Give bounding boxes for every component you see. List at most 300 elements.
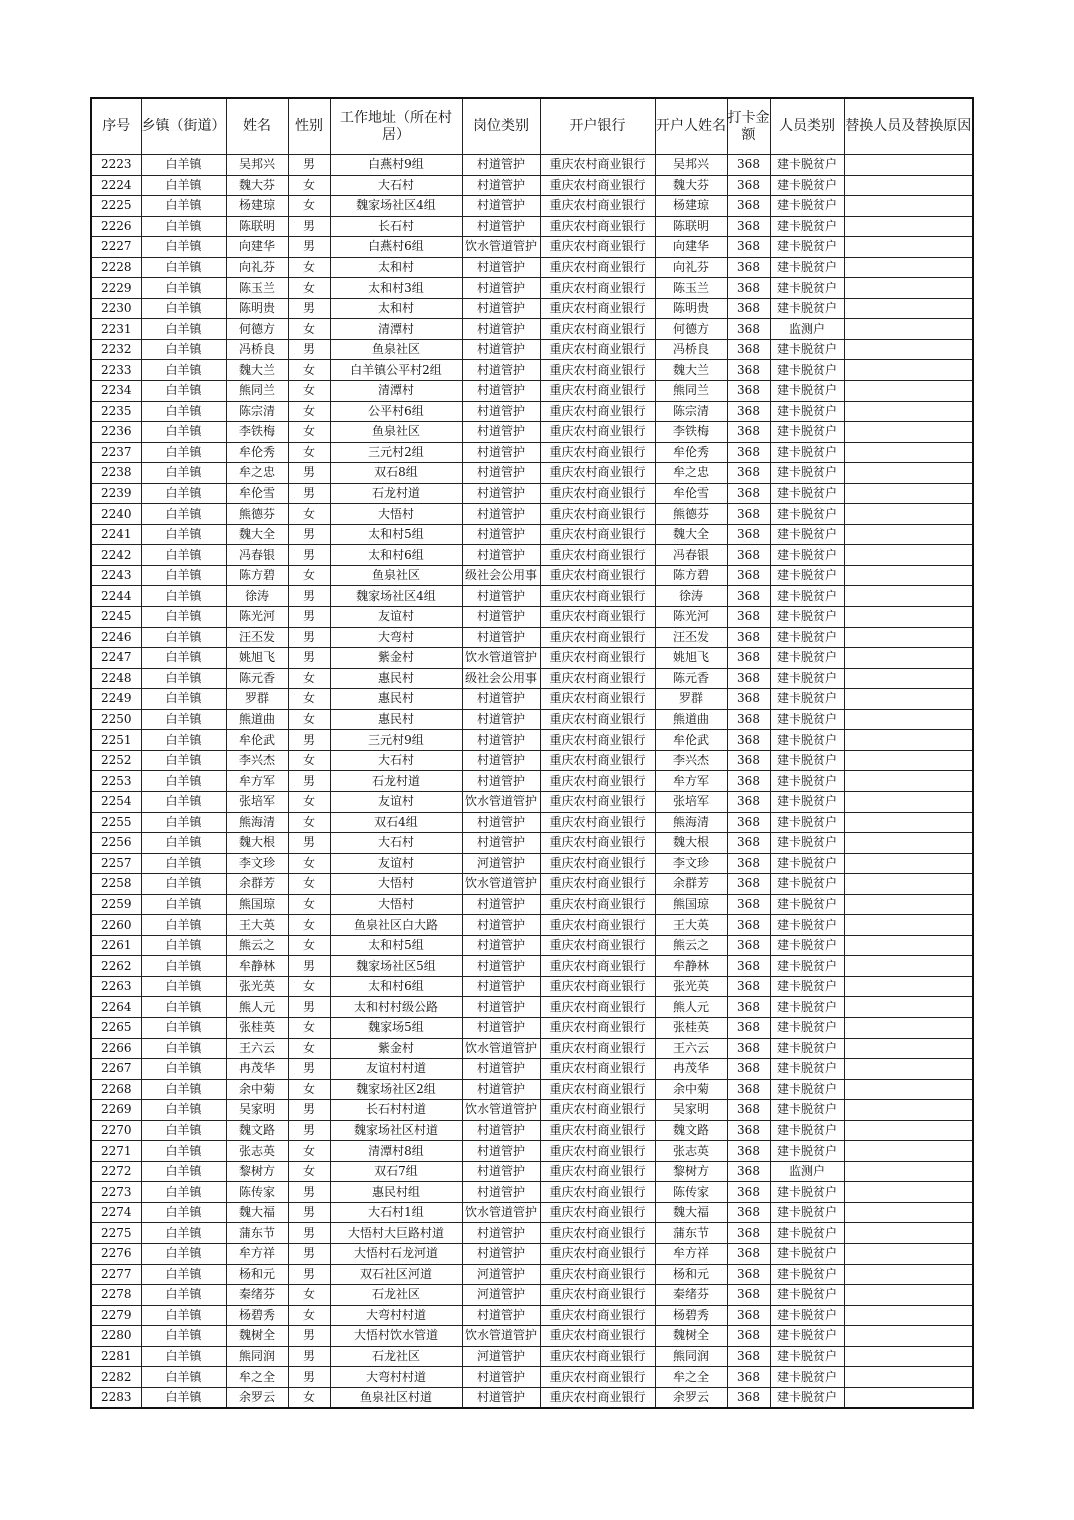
cell-amount: 368 bbox=[727, 1264, 770, 1285]
cell-town: 白羊镇 bbox=[141, 524, 226, 545]
cell-gender: 女 bbox=[288, 1305, 330, 1326]
cell-name: 李兴杰 bbox=[226, 750, 288, 771]
cell-amount: 368 bbox=[727, 1141, 770, 1162]
cell-town: 白羊镇 bbox=[141, 730, 226, 751]
cell-name: 牟之忠 bbox=[226, 463, 288, 484]
cell-person-type: 建卡脱贫户 bbox=[770, 812, 844, 833]
cell-replacement bbox=[844, 237, 973, 258]
cell-replacement bbox=[844, 524, 973, 545]
cell-gender: 女 bbox=[288, 750, 330, 771]
cell-amount: 368 bbox=[727, 730, 770, 751]
cell-amount: 368 bbox=[727, 1059, 770, 1080]
cell-town: 白羊镇 bbox=[141, 339, 226, 360]
cell-gender: 男 bbox=[288, 1326, 330, 1347]
cell-bank: 重庆农村商业银行 bbox=[540, 1161, 655, 1182]
cell-name: 魏文路 bbox=[226, 1120, 288, 1141]
cell-post-type: 饮水管道管护 bbox=[462, 1202, 540, 1223]
table-row bbox=[91, 381, 973, 402]
cell-work-address: 鱼泉社区村道 bbox=[330, 1387, 462, 1408]
cell-replacement bbox=[844, 812, 973, 833]
cell-account-holder: 何德方 bbox=[655, 319, 727, 340]
cell-work-address: 大弯村村道 bbox=[330, 1305, 462, 1326]
cell-person-type: 建卡脱贫户 bbox=[770, 1120, 844, 1141]
cell-person-type: 建卡脱贫户 bbox=[770, 894, 844, 915]
cell-amount: 368 bbox=[727, 216, 770, 237]
cell-person-type: 建卡脱贫户 bbox=[770, 1038, 844, 1059]
cell-account-holder: 黎树方 bbox=[655, 1161, 727, 1182]
cell-town: 白羊镇 bbox=[141, 175, 226, 196]
cell-replacement bbox=[844, 668, 973, 689]
cell-amount: 368 bbox=[727, 1285, 770, 1306]
cell-post-type: 村道管护 bbox=[462, 730, 540, 751]
cell-person-type: 建卡脱贫户 bbox=[770, 463, 844, 484]
cell-replacement bbox=[844, 791, 973, 812]
table-row bbox=[91, 874, 973, 895]
cell-account-holder: 牟伦雪 bbox=[655, 483, 727, 504]
cell-person-type: 建卡脱贫户 bbox=[770, 689, 844, 710]
cell-account-holder: 牟之全 bbox=[655, 1367, 727, 1388]
header-account-holder: 开户人姓名 bbox=[655, 98, 727, 155]
table-row bbox=[91, 627, 973, 648]
cell-name: 熊道曲 bbox=[226, 709, 288, 730]
cell-replacement bbox=[844, 1017, 973, 1038]
cell-gender: 男 bbox=[288, 1264, 330, 1285]
cell-town: 白羊镇 bbox=[141, 1017, 226, 1038]
cell-gender: 女 bbox=[288, 1387, 330, 1408]
cell-work-address: 鱼泉社区 bbox=[330, 339, 462, 360]
cell-town: 白羊镇 bbox=[141, 956, 226, 977]
cell-person-type: 建卡脱贫户 bbox=[770, 1305, 844, 1326]
cell-town: 白羊镇 bbox=[141, 874, 226, 895]
cell-town: 白羊镇 bbox=[141, 1305, 226, 1326]
cell-account-holder: 陈联明 bbox=[655, 216, 727, 237]
cell-replacement bbox=[844, 976, 973, 997]
cell-replacement bbox=[844, 1161, 973, 1182]
cell-name: 牟伦秀 bbox=[226, 442, 288, 463]
cell-replacement bbox=[844, 339, 973, 360]
cell-post-type: 村道管护 bbox=[462, 956, 540, 977]
cell-amount: 368 bbox=[727, 833, 770, 854]
cell-amount: 368 bbox=[727, 1100, 770, 1121]
cell-amount: 368 bbox=[727, 976, 770, 997]
cell-town: 白羊镇 bbox=[141, 196, 226, 217]
cell-seq: 2267 bbox=[91, 1059, 141, 1080]
cell-replacement bbox=[844, 565, 973, 586]
cell-bank: 重庆农村商业银行 bbox=[540, 1243, 655, 1264]
cell-town: 白羊镇 bbox=[141, 1079, 226, 1100]
cell-gender: 男 bbox=[288, 997, 330, 1018]
cell-bank: 重庆农村商业银行 bbox=[540, 422, 655, 443]
cell-post-type: 饮水管道管护 bbox=[462, 874, 540, 895]
cell-person-type: 建卡脱贫户 bbox=[770, 627, 844, 648]
cell-seq: 2269 bbox=[91, 1100, 141, 1121]
cell-amount: 368 bbox=[727, 319, 770, 340]
cell-town: 白羊镇 bbox=[141, 319, 226, 340]
cell-amount: 368 bbox=[727, 1079, 770, 1100]
cell-account-holder: 陈玉兰 bbox=[655, 278, 727, 299]
table-row bbox=[91, 196, 973, 217]
cell-name: 黎树方 bbox=[226, 1161, 288, 1182]
cell-replacement bbox=[844, 1182, 973, 1203]
cell-replacement bbox=[844, 1285, 973, 1306]
table-row bbox=[91, 935, 973, 956]
cell-amount: 368 bbox=[727, 1243, 770, 1264]
cell-work-address: 三元村9组 bbox=[330, 730, 462, 751]
cell-bank: 重庆农村商业银行 bbox=[540, 175, 655, 196]
header-town: 乡镇（街道） bbox=[141, 98, 226, 155]
cell-gender: 男 bbox=[288, 1223, 330, 1244]
cell-person-type: 建卡脱贫户 bbox=[770, 360, 844, 381]
cell-name: 余中菊 bbox=[226, 1079, 288, 1100]
cell-name: 魏树全 bbox=[226, 1326, 288, 1347]
cell-work-address: 友谊村村道 bbox=[330, 1059, 462, 1080]
cell-name: 杨碧秀 bbox=[226, 1305, 288, 1326]
cell-name: 魏大福 bbox=[226, 1202, 288, 1223]
cell-bank: 重庆农村商业银行 bbox=[540, 730, 655, 751]
cell-post-type: 村道管护 bbox=[462, 257, 540, 278]
cell-seq: 2226 bbox=[91, 216, 141, 237]
table-row bbox=[91, 1079, 973, 1100]
cell-work-address: 石龙村道 bbox=[330, 483, 462, 504]
cell-work-address: 白羊镇公平村2组 bbox=[330, 360, 462, 381]
cell-replacement bbox=[844, 1079, 973, 1100]
cell-bank: 重庆农村商业银行 bbox=[540, 463, 655, 484]
cell-work-address: 石龙社区 bbox=[330, 1285, 462, 1306]
cell-bank: 重庆农村商业银行 bbox=[540, 278, 655, 299]
cell-account-holder: 余群芳 bbox=[655, 874, 727, 895]
cell-account-holder: 熊海清 bbox=[655, 812, 727, 833]
table-row bbox=[91, 833, 973, 854]
cell-amount: 368 bbox=[727, 1367, 770, 1388]
cell-replacement bbox=[844, 1243, 973, 1264]
cell-bank: 重庆农村商业银行 bbox=[540, 976, 655, 997]
cell-work-address: 魏家场社区4组 bbox=[330, 196, 462, 217]
cell-gender: 女 bbox=[288, 319, 330, 340]
cell-seq: 2265 bbox=[91, 1017, 141, 1038]
cell-amount: 368 bbox=[727, 298, 770, 319]
table-header bbox=[91, 98, 973, 155]
cell-gender: 男 bbox=[288, 463, 330, 484]
cell-amount: 368 bbox=[727, 545, 770, 566]
cell-town: 白羊镇 bbox=[141, 1387, 226, 1408]
cell-seq: 2250 bbox=[91, 709, 141, 730]
cell-work-address: 惠民村组 bbox=[330, 1182, 462, 1203]
cell-amount: 368 bbox=[727, 915, 770, 936]
cell-town: 白羊镇 bbox=[141, 935, 226, 956]
cell-post-type: 村道管护 bbox=[462, 1079, 540, 1100]
cell-amount: 368 bbox=[727, 1305, 770, 1326]
cell-seq: 2266 bbox=[91, 1038, 141, 1059]
table-row bbox=[91, 1326, 973, 1347]
cell-name: 魏大兰 bbox=[226, 360, 288, 381]
cell-bank: 重庆农村商业银行 bbox=[540, 381, 655, 402]
table-row bbox=[91, 483, 973, 504]
table-row bbox=[91, 1387, 973, 1408]
cell-seq: 2272 bbox=[91, 1161, 141, 1182]
cell-name: 吴邦兴 bbox=[226, 155, 288, 176]
table-row bbox=[91, 216, 973, 237]
table-row bbox=[91, 463, 973, 484]
table-row bbox=[91, 1202, 973, 1223]
cell-post-type: 饮水管道管护 bbox=[462, 1326, 540, 1347]
cell-gender: 男 bbox=[288, 1120, 330, 1141]
cell-work-address: 大悟村大巨路村道 bbox=[330, 1223, 462, 1244]
cell-gender: 男 bbox=[288, 339, 330, 360]
cell-replacement bbox=[844, 401, 973, 422]
cell-gender: 女 bbox=[288, 853, 330, 874]
cell-person-type: 建卡脱贫户 bbox=[770, 853, 844, 874]
cell-post-type: 村道管护 bbox=[462, 463, 540, 484]
cell-town: 白羊镇 bbox=[141, 504, 226, 525]
cell-work-address: 紫金村 bbox=[330, 1038, 462, 1059]
table-row bbox=[91, 668, 973, 689]
cell-person-type: 建卡脱贫户 bbox=[770, 483, 844, 504]
cell-account-holder: 姚旭飞 bbox=[655, 648, 727, 669]
cell-town: 白羊镇 bbox=[141, 1100, 226, 1121]
cell-work-address: 友谊村 bbox=[330, 853, 462, 874]
cell-bank: 重庆农村商业银行 bbox=[540, 586, 655, 607]
cell-seq: 2237 bbox=[91, 442, 141, 463]
cell-gender: 女 bbox=[288, 894, 330, 915]
table-row bbox=[91, 155, 973, 176]
cell-town: 白羊镇 bbox=[141, 278, 226, 299]
cell-name: 熊德芬 bbox=[226, 504, 288, 525]
cell-post-type: 村道管护 bbox=[462, 319, 540, 340]
cell-town: 白羊镇 bbox=[141, 750, 226, 771]
cell-person-type: 监测户 bbox=[770, 1161, 844, 1182]
cell-bank: 重庆农村商业银行 bbox=[540, 339, 655, 360]
cell-replacement bbox=[844, 997, 973, 1018]
cell-bank: 重庆农村商业银行 bbox=[540, 956, 655, 977]
cell-person-type: 建卡脱贫户 bbox=[770, 1202, 844, 1223]
cell-bank: 重庆农村商业银行 bbox=[540, 216, 655, 237]
cell-name: 李文珍 bbox=[226, 853, 288, 874]
cell-replacement bbox=[844, 956, 973, 977]
cell-post-type: 村道管护 bbox=[462, 915, 540, 936]
cell-gender: 男 bbox=[288, 586, 330, 607]
cell-gender: 女 bbox=[288, 915, 330, 936]
cell-name: 张桂英 bbox=[226, 1017, 288, 1038]
cell-bank: 重庆农村商业银行 bbox=[540, 298, 655, 319]
cell-bank: 重庆农村商业银行 bbox=[540, 812, 655, 833]
cell-bank: 重庆农村商业银行 bbox=[540, 237, 655, 258]
cell-work-address: 清潭村 bbox=[330, 381, 462, 402]
cell-person-type: 建卡脱贫户 bbox=[770, 257, 844, 278]
cell-gender: 女 bbox=[288, 1141, 330, 1162]
cell-replacement bbox=[844, 874, 973, 895]
cell-person-type: 建卡脱贫户 bbox=[770, 730, 844, 751]
cell-bank: 重庆农村商业银行 bbox=[540, 709, 655, 730]
cell-amount: 368 bbox=[727, 483, 770, 504]
table-row bbox=[91, 1038, 973, 1059]
cell-amount: 368 bbox=[727, 771, 770, 792]
cell-person-type: 建卡脱贫户 bbox=[770, 1243, 844, 1264]
cell-gender: 女 bbox=[288, 812, 330, 833]
cell-replacement bbox=[844, 648, 973, 669]
cell-town: 白羊镇 bbox=[141, 668, 226, 689]
header-work-address: 工作地址（所在村居） bbox=[330, 98, 462, 155]
cell-bank: 重庆农村商业银行 bbox=[540, 1059, 655, 1080]
cell-bank: 重庆农村商业银行 bbox=[540, 1120, 655, 1141]
cell-seq: 2232 bbox=[91, 339, 141, 360]
cell-account-holder: 杨和元 bbox=[655, 1264, 727, 1285]
cell-name: 牟静林 bbox=[226, 956, 288, 977]
cell-account-holder: 陈方碧 bbox=[655, 565, 727, 586]
header-row bbox=[91, 98, 973, 155]
table-row bbox=[91, 422, 973, 443]
cell-replacement bbox=[844, 730, 973, 751]
cell-bank: 重庆农村商业银行 bbox=[540, 874, 655, 895]
cell-amount: 368 bbox=[727, 1326, 770, 1347]
cell-gender: 男 bbox=[288, 483, 330, 504]
cell-work-address: 大石村 bbox=[330, 750, 462, 771]
cell-seq: 2233 bbox=[91, 360, 141, 381]
cell-post-type: 村道管护 bbox=[462, 689, 540, 710]
table-row bbox=[91, 175, 973, 196]
header-name: 姓名 bbox=[226, 98, 288, 155]
cell-work-address: 鱼泉社区 bbox=[330, 422, 462, 443]
cell-gender: 女 bbox=[288, 1161, 330, 1182]
cell-town: 白羊镇 bbox=[141, 216, 226, 237]
cell-account-holder: 汪丕发 bbox=[655, 627, 727, 648]
cell-person-type: 建卡脱贫户 bbox=[770, 1182, 844, 1203]
cell-replacement bbox=[844, 1059, 973, 1080]
cell-name: 蒲东节 bbox=[226, 1223, 288, 1244]
cell-amount: 368 bbox=[727, 853, 770, 874]
cell-amount: 368 bbox=[727, 956, 770, 977]
cell-name: 魏大根 bbox=[226, 833, 288, 854]
cell-amount: 368 bbox=[727, 750, 770, 771]
cell-amount: 368 bbox=[727, 463, 770, 484]
cell-bank: 重庆农村商业银行 bbox=[540, 1182, 655, 1203]
cell-bank: 重庆农村商业银行 bbox=[540, 1100, 655, 1121]
cell-bank: 重庆农村商业银行 bbox=[540, 545, 655, 566]
cell-gender: 女 bbox=[288, 381, 330, 402]
cell-account-holder: 冉茂华 bbox=[655, 1059, 727, 1080]
cell-gender: 男 bbox=[288, 298, 330, 319]
header-person-type: 人员类别 bbox=[770, 98, 844, 155]
cell-work-address: 长石村 bbox=[330, 216, 462, 237]
table-row bbox=[91, 1059, 973, 1080]
cell-name: 熊海清 bbox=[226, 812, 288, 833]
cell-replacement bbox=[844, 298, 973, 319]
cell-replacement bbox=[844, 750, 973, 771]
cell-person-type: 建卡脱贫户 bbox=[770, 791, 844, 812]
cell-town: 白羊镇 bbox=[141, 1202, 226, 1223]
cell-seq: 2235 bbox=[91, 401, 141, 422]
cell-bank: 重庆农村商业银行 bbox=[540, 1079, 655, 1100]
cell-bank: 重庆农村商业银行 bbox=[540, 627, 655, 648]
cell-post-type: 村道管护 bbox=[462, 545, 540, 566]
cell-amount: 368 bbox=[727, 709, 770, 730]
cell-post-type: 级社会公用事 bbox=[462, 565, 540, 586]
cell-name: 熊人元 bbox=[226, 997, 288, 1018]
cell-name: 向建华 bbox=[226, 237, 288, 258]
cell-gender: 女 bbox=[288, 257, 330, 278]
cell-work-address: 白燕村9组 bbox=[330, 155, 462, 176]
cell-work-address: 白燕村6组 bbox=[330, 237, 462, 258]
cell-account-holder: 向建华 bbox=[655, 237, 727, 258]
table-row bbox=[91, 1161, 973, 1182]
cell-amount: 368 bbox=[727, 381, 770, 402]
cell-gender: 女 bbox=[288, 175, 330, 196]
cell-account-holder: 魏大芬 bbox=[655, 175, 727, 196]
cell-bank: 重庆农村商业银行 bbox=[540, 750, 655, 771]
cell-town: 白羊镇 bbox=[141, 422, 226, 443]
cell-bank: 重庆农村商业银行 bbox=[540, 1367, 655, 1388]
cell-work-address: 公平村6组 bbox=[330, 401, 462, 422]
cell-replacement bbox=[844, 1305, 973, 1326]
cell-account-holder: 余中菊 bbox=[655, 1079, 727, 1100]
cell-town: 白羊镇 bbox=[141, 1346, 226, 1367]
cell-seq: 2261 bbox=[91, 935, 141, 956]
cell-replacement bbox=[844, 833, 973, 854]
cell-work-address: 石龙村道 bbox=[330, 771, 462, 792]
header-seq: 序号 bbox=[91, 98, 141, 155]
table-row bbox=[91, 976, 973, 997]
cell-bank: 重庆农村商业银行 bbox=[540, 1326, 655, 1347]
cell-bank: 重庆农村商业银行 bbox=[540, 504, 655, 525]
cell-gender: 女 bbox=[288, 422, 330, 443]
cell-seq: 2275 bbox=[91, 1223, 141, 1244]
cell-name: 何德方 bbox=[226, 319, 288, 340]
cell-post-type: 村道管护 bbox=[462, 1182, 540, 1203]
cell-replacement bbox=[844, 504, 973, 525]
cell-name: 徐涛 bbox=[226, 586, 288, 607]
cell-post-type: 村道管护 bbox=[462, 196, 540, 217]
cell-town: 白羊镇 bbox=[141, 791, 226, 812]
cell-work-address: 双石7组 bbox=[330, 1161, 462, 1182]
cell-amount: 368 bbox=[727, 442, 770, 463]
cell-bank: 重庆农村商业银行 bbox=[540, 791, 655, 812]
table-body bbox=[91, 155, 973, 1409]
table-row bbox=[91, 915, 973, 936]
cell-work-address: 太和村5组 bbox=[330, 524, 462, 545]
cell-seq: 2224 bbox=[91, 175, 141, 196]
cell-post-type: 村道管护 bbox=[462, 483, 540, 504]
cell-account-holder: 秦绪芬 bbox=[655, 1285, 727, 1306]
cell-replacement bbox=[844, 463, 973, 484]
cell-town: 白羊镇 bbox=[141, 1326, 226, 1347]
cell-amount: 368 bbox=[727, 401, 770, 422]
cell-work-address: 太和村村级公路 bbox=[330, 997, 462, 1018]
cell-person-type: 建卡脱贫户 bbox=[770, 442, 844, 463]
cell-gender: 男 bbox=[288, 730, 330, 751]
cell-work-address: 大悟村 bbox=[330, 504, 462, 525]
cell-name: 陈光河 bbox=[226, 607, 288, 628]
table-row bbox=[91, 360, 973, 381]
cell-amount: 368 bbox=[727, 607, 770, 628]
cell-work-address: 魏家场社区2组 bbox=[330, 1079, 462, 1100]
cell-bank: 重庆农村商业银行 bbox=[540, 1305, 655, 1326]
cell-person-type: 建卡脱贫户 bbox=[770, 1264, 844, 1285]
cell-town: 白羊镇 bbox=[141, 976, 226, 997]
table-row bbox=[91, 1223, 973, 1244]
cell-seq: 2229 bbox=[91, 278, 141, 299]
cell-town: 白羊镇 bbox=[141, 1367, 226, 1388]
cell-person-type: 建卡脱贫户 bbox=[770, 1387, 844, 1408]
cell-name: 陈传家 bbox=[226, 1182, 288, 1203]
cell-gender: 女 bbox=[288, 668, 330, 689]
table-row bbox=[91, 339, 973, 360]
cell-bank: 重庆农村商业银行 bbox=[540, 401, 655, 422]
cell-amount: 368 bbox=[727, 997, 770, 1018]
cell-town: 白羊镇 bbox=[141, 298, 226, 319]
cell-work-address: 大弯村 bbox=[330, 627, 462, 648]
cell-seq: 2283 bbox=[91, 1387, 141, 1408]
cell-replacement bbox=[844, 894, 973, 915]
cell-post-type: 河道管护 bbox=[462, 853, 540, 874]
